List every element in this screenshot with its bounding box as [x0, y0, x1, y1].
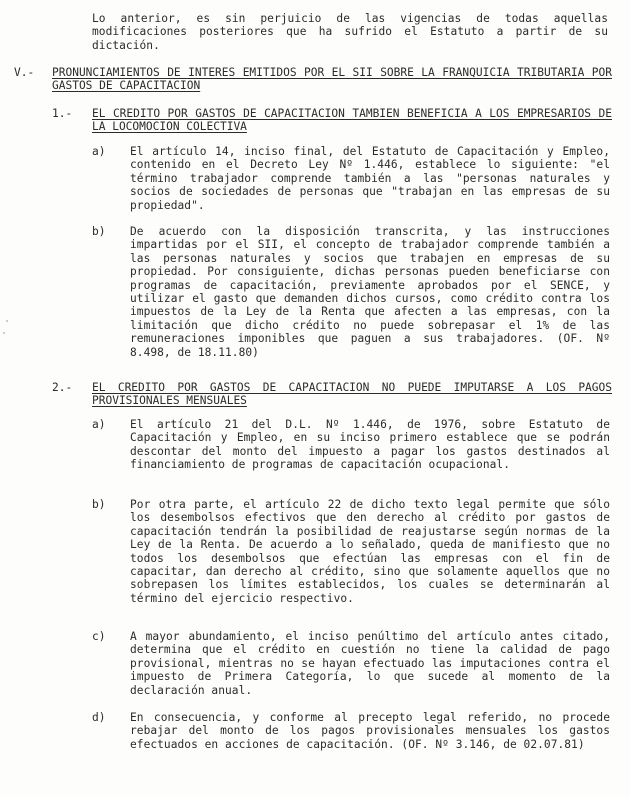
subsection-2-number: 2.- — [52, 381, 73, 394]
section-v-title: PRONUNCIAMIENTOS DE INTERES EMITIDOS POR EL SII SOBRE LA FRANQUICIA TRIBUTARIA POR GASTOS DE CAPACITACION — [52, 66, 612, 93]
subsection-2-item-d-letter: d) — [92, 711, 106, 724]
scan-speck — [6, 320, 8, 322]
subsection-2-item-d-text: En consecuencia, y conforme al precepto legal referido, no procede rebajar del monto de los pagos provisionales mensuales los gastos efectuados en acciones de capacitación. (OF. Nº 3.146, de 02.07.81) — [130, 711, 610, 751]
subsection-2-item-b-letter: b) — [92, 498, 106, 511]
intro-paragraph: Lo anterior, es sin perjuicio de las vigencias de todas aquellas modificaciones posteriores que ha sufrido el Estatuto a partir de su dictación. — [92, 12, 608, 52]
subsection-1-item-b-letter: b) — [92, 225, 106, 238]
subsection-1-item-a-letter: a) — [92, 145, 106, 158]
subsection-1-item-b-text: De acuerdo con la disposición transcrita, y las instrucciones impartidas por el SII, el concepto de trabajador comprende también a las personas naturales y socios que trabajen en empresas de su propiedad. Por consiguiente, dichas personas pueden beneficiarse con programas de capacitación, previamente aprobados por el SENCE, y utilizar el gasto que demanden dichos cursos, como crédito contra los impuestos de la Ley de la Renta que afecten a las empresas, con la limitación que dicho crédito no puede sobrepasar el 1% de las remuneraciones imponibles que paguen a sus trabajadores. (OF. Nº 8.498, de 18.11.80) — [130, 225, 610, 359]
subsection-1-item-a-text: El artículo 14, inciso final, del Estatuto de Capacitación y Empleo, contenido en el Decreto Ley Nº 1.446, establece lo siguiente: "el término trabajador comprende también a las "personas naturales y socios de sociedades de personas que "trabajan en las empresas de su propiedad". — [130, 145, 610, 212]
subsection-2-item-b-text: Por otra parte, el artículo 22 de dicho texto legal permite que sólo los desembolsos efectivos que den derecho al crédito por gastos de capacitación tendrán la posibilidad de reajustarse según normas de la Ley de la Renta. De acuerdo a lo señalado, queda de manifiesto que no todos los desembolsos que efectúan las empresas con el fin de capacitar, dan derecho al crédito, sino que solamente aquellos que no sobrepasen los límites establecidos, los cuales se determinarán al término del ejercicio respectivo. — [130, 498, 610, 605]
subsection-2-title: EL CREDITO POR GASTOS DE CAPACITACION NO PUEDE IMPUTARSE A LOS PAGOS PROVISIONALES MENSUALES — [92, 381, 612, 408]
subsection-2-item-a-letter: a) — [92, 418, 106, 431]
subsection-2-item-c-text: A mayor abundamiento, el inciso penúltimo del artículo antes citado, determina que el crédito en cuestión no tiene la calidad de pago provisional, mientras no se hayan efectuado las imputaciones contra el impuesto de Primera Categoría, lo que sucede al momento de la declaración anual. — [130, 630, 610, 697]
subsection-2-item-c-letter: c) — [92, 630, 106, 643]
subsection-1-number: 1.- — [52, 107, 73, 120]
subsection-1-title: EL CREDITO POR GASTOS DE CAPACITACION TAMBIEN BENEFICIA A LOS EMPRESARIOS DE LA LOCOMOCION COLECTIVA — [92, 107, 612, 134]
scan-speck — [3, 332, 5, 334]
section-v-number: V.- — [14, 66, 35, 79]
subsection-2-item-a-text: El artículo 21 del D.L. Nº 1.446, de 1976, sobre Estatuto de Capacitación y Empleo, en su inciso primero establece que se podrán descontar del monto del impuesto a pagar los gastos destinados al financiamiento de programas de capacitación ocupacional. — [130, 418, 610, 472]
